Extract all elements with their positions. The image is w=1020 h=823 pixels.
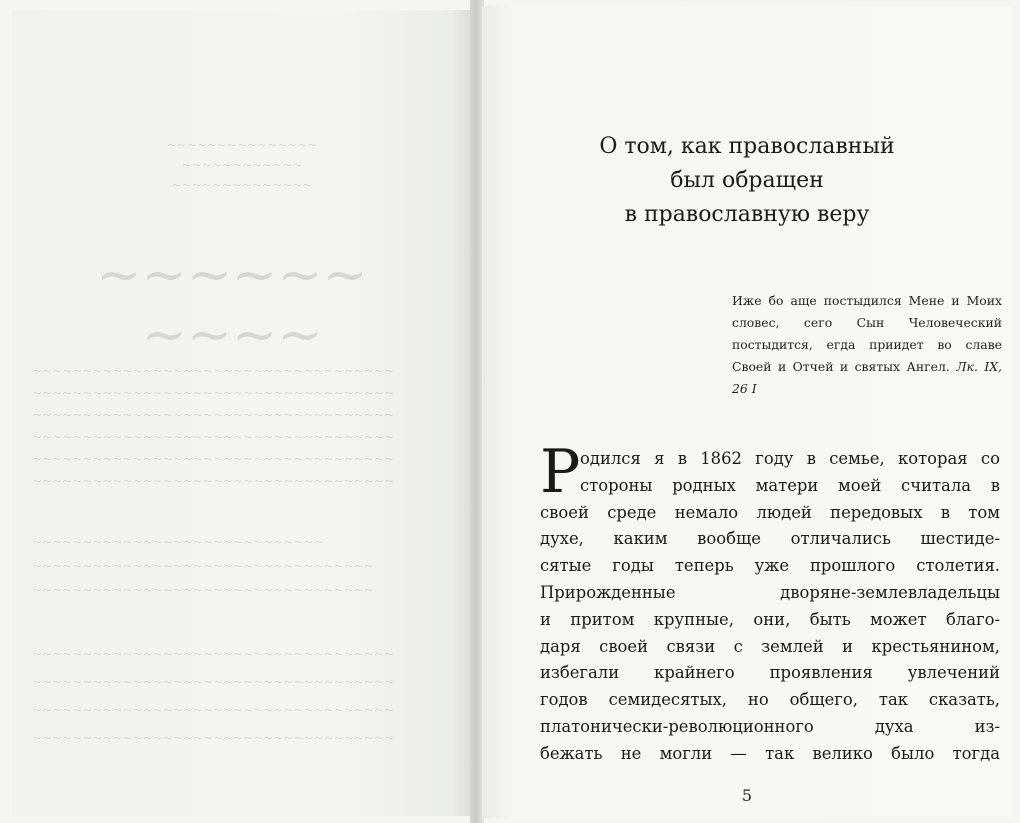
- body-line: годов семидесятых, но общего, так сказать,: [540, 690, 1000, 710]
- chapter-title-line: в православную веру: [624, 202, 870, 227]
- epigraph-reference: Лк. IX, 26 I: [732, 359, 1002, 396]
- drop-cap: Р: [540, 437, 581, 507]
- body-line: своей среде немало людей передовых в том: [540, 502, 1000, 522]
- body-line: избегали крайнего проявления увлечений: [540, 663, 1000, 683]
- body-line: стороны родных матери моей считала в: [580, 475, 1000, 495]
- body-text: [540, 446, 1000, 768]
- body-line: платонически-революционного духа из-: [540, 716, 1000, 736]
- chapter-title-line: О том, как православный: [599, 134, 895, 159]
- chapter-title-line: был обращен: [670, 168, 824, 193]
- left-page: [12, 10, 474, 816]
- bleed-through-text: ~~~~~~~~~~~~~~~ ~~~~~~~~~~~~ ~~~~~~~~~~~~~~ ~~~~~~ ~~~~ ~~~~~~~~~~~~~~~~~~~~~~~~~~~~~~~~~~~~ ~~~~~~~~~~~~~~~~~~~~~~~~~~~~~~~~~~~~ ~~~~~~~~~~~~~~~~~~~~~~~~~~~~~~~~~~~~ ~~~~~~~~~~~~~~~~~~~~~~~~~~~~~~~~~~~~ ~~~~~~~~~~~~~~~~~~~~~~~~~~~~~~~~~~~~ ~~~~~~~~~~~~~~~~~~~~~~~~~~~~~~~~~~~~ ~~~~~~~~~~~~~~~~~~~~~~~~~~~~~ ~~~~~~~~~~~~~~~~~~~~~~~~~~~~~~~~~~ ~~~~~~~~~~~~~~~~~~~~~~~~~~~~~~~~~~ ~~~~~~~~~~~~~~~~~~~~~~~~~~~~~~~~~~~~ ~~~~~~~~~~~~~~~~~~~~~~~~~~~~~~~~~~~~ ~~~~~~~~~~~~~~~~~~~~~~~~~~~~~~~~~~~~ ~~~~~~~~~~~~~~~~~~~~~~~~~~~~~~~~~~~~: [32, 138, 394, 745]
- body-line: даря своей связи с землей и крестьянином,: [540, 636, 1000, 656]
- body-line: духе, каким вообще отличались шестиде-: [540, 529, 1000, 549]
- body-line: и притом крупные, они, быть может благо-: [540, 609, 1000, 629]
- body-line: одился я в 1862 году в семье, которая со: [580, 449, 1000, 468]
- chapter-title: [482, 130, 1012, 232]
- body-line: сятые годы теперь уже прошлого столетия.: [540, 556, 1000, 576]
- right-page: [482, 6, 1012, 818]
- body-line: бежать не могли — так велико было тогда: [540, 743, 1000, 763]
- epigraph-text: Иже бо аще постыдился Мене и Моих словес, сего Сын Человеческий постыдится, егда приидет во славе Своей и Отчей и святых Ангел.: [732, 293, 1002, 374]
- page-number: 5: [741, 786, 753, 805]
- epigraph: [732, 290, 1002, 400]
- body-line: Прирожденные дворяне-землевладельцы: [540, 582, 1000, 602]
